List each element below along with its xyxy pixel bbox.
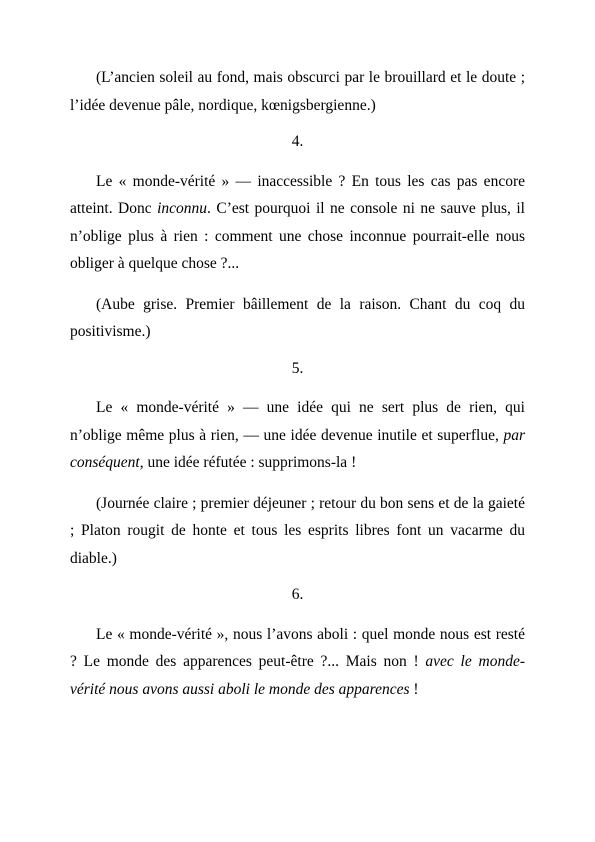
paragraph-aphorism-4: [70, 168, 525, 278]
section-number-4: 4.: [291, 133, 304, 150]
paragraph-text: . C’est pourquoi il ne console ni ne sauve plus, il n’oblige plus à rien : comment une chose inconnue pourrait-elle nous obliger à quelque chose ?...: [70, 200, 525, 272]
paragraph-aphorism-5: [70, 394, 525, 477]
paragraph-text: , une idée réfutée : supprimons-la !: [139, 454, 357, 471]
paragraph-aphorism-4-note: (Aube grise. Premier bâillement de la raison. Chant du coq du positivisme.): [70, 295, 525, 340]
document-page: [70, 64, 525, 703]
paragraph-aphorism-6: [70, 621, 525, 704]
paragraph-aphorism-3-note: (L’ancien soleil au fond, mais obscurci par le brouillard et le doute ; l’idée devenue pâle, nordique, kœnigsbergienne.): [70, 69, 525, 114]
section-number-5: 5.: [291, 359, 304, 377]
emphasis-text: avec le monde-vérité nous avons aussi aboli le monde des apparences: [70, 653, 525, 698]
paragraph-text: Le « monde-vérité » — une idée qui ne sert plus de rien, qui n’oblige même plus à rien, — une idée devenue inutile et superflue,: [70, 399, 525, 444]
paragraph-aphorism-5-note: (Journée claire ; premier déjeuner ; retour du bon sens et de la gaieté ; Platon rougit de honte et tous les esprits libres font un vacarme du diable.): [70, 494, 525, 567]
paragraph-text: !: [409, 680, 419, 698]
paragraph-text: Le « monde-vérité », nous l’avons aboli : quel monde nous est resté ? Le monde des apparences peut-être ?... Mais non !: [70, 625, 525, 670]
emphasis-text: par conséquent: [70, 426, 525, 471]
paragraph-text: Le « monde-vérité » — inaccessible ? En tous les cas pas encore atteint. Donc: [70, 172, 525, 217]
emphasis-text: inconnu: [157, 200, 208, 217]
section-number-6: 6.: [291, 586, 304, 603]
